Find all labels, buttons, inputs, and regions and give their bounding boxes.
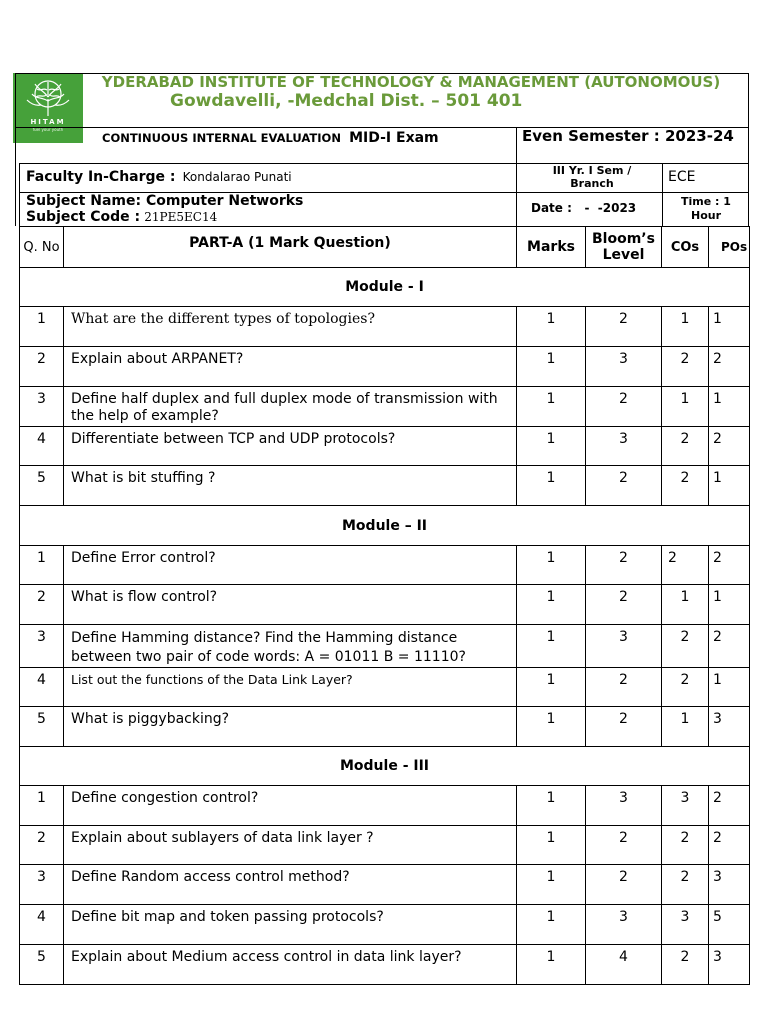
table-row — [20, 546, 750, 585]
question-text: Define bit map and token passing protocols? — [64, 905, 517, 945]
exam-label-small: CONTINUOUS INTERNAL EVALUATION — [102, 131, 341, 145]
po-cell: 3 — [709, 707, 750, 747]
marks-cell: 1 — [517, 585, 586, 625]
table-row — [20, 387, 750, 427]
logo-wordmark: HITAM — [30, 118, 66, 126]
table-row — [20, 826, 750, 865]
po-cell: 2 — [709, 427, 750, 466]
bloom-cell: 3 — [586, 786, 662, 826]
question-text: What are the different types of topologies? — [64, 307, 517, 347]
co-cell: 2 — [662, 865, 709, 905]
marks-cell: 1 — [517, 466, 586, 506]
question-text: Define Error control? — [64, 546, 517, 585]
branch-value: ECE — [668, 169, 696, 185]
divider — [662, 163, 663, 226]
question-number: 5 — [20, 466, 64, 506]
table-row — [20, 427, 750, 466]
po-cell: 1 — [709, 668, 750, 707]
faculty-line — [26, 169, 511, 185]
subject-code-label: Subject Code : — [26, 209, 141, 225]
table-row — [20, 347, 750, 387]
question-number: 4 — [20, 427, 64, 466]
module-heading-row — [20, 747, 750, 786]
question-text: Define Hamming distance? Find the Hamming distance between two pair of code words: A = 01011 B = 11110? — [64, 625, 517, 668]
question-number: 4 — [20, 668, 64, 707]
marks-cell: 1 — [517, 945, 586, 985]
table-row — [20, 865, 750, 905]
co-cell: 2 — [662, 466, 709, 506]
marks-cell: 1 — [517, 826, 586, 865]
marks-cell: 1 — [517, 707, 586, 747]
question-table — [19, 226, 750, 985]
po-cell: 1 — [709, 585, 750, 625]
question-text: Define Random access control method? — [64, 865, 517, 905]
col-part: PART-A (1 Mark Question) — [64, 227, 517, 268]
question-text: What is flow control? — [64, 585, 517, 625]
po-cell: 1 — [709, 466, 750, 506]
bloom-cell: 2 — [586, 466, 662, 506]
question-number: 5 — [20, 707, 64, 747]
question-number: 1 — [20, 786, 64, 826]
marks-cell: 1 — [517, 387, 586, 427]
question-number: 4 — [20, 905, 64, 945]
co-cell: 1 — [662, 307, 709, 347]
table-row — [20, 585, 750, 625]
col-marks: Marks — [517, 227, 586, 268]
bloom-cell: 3 — [586, 347, 662, 387]
divider — [19, 163, 20, 226]
marks-cell: 1 — [517, 427, 586, 466]
question-text: What is bit stuffing ? — [64, 466, 517, 506]
marks-cell: 1 — [517, 786, 586, 826]
bloom-cell: 2 — [586, 707, 662, 747]
marks-cell: 1 — [517, 905, 586, 945]
table-row — [20, 786, 750, 826]
semester-label: Even Semester : 2023-24 — [522, 127, 734, 145]
table-row — [20, 307, 750, 347]
table-row — [20, 945, 750, 985]
module-title: Module – II — [20, 506, 750, 546]
po-cell: 1 — [709, 307, 750, 347]
co-cell: 2 — [662, 668, 709, 707]
question-text: Explain about ARPANET? — [64, 347, 517, 387]
bloom-cell: 3 — [586, 625, 662, 668]
co-cell: 2 — [662, 945, 709, 985]
question-number: 2 — [20, 585, 64, 625]
po-cell: 3 — [709, 865, 750, 905]
bloom-cell: 2 — [586, 546, 662, 585]
marks-cell: 1 — [517, 347, 586, 387]
col-qno: Q. No — [20, 227, 64, 268]
co-cell: 1 — [662, 387, 709, 427]
module-title: Module - I — [20, 268, 750, 307]
co-cell: 3 — [662, 786, 709, 826]
faculty-label: Faculty In-Charge : — [26, 169, 176, 185]
exam-title — [102, 128, 516, 163]
question-number: 3 — [20, 865, 64, 905]
table-header-row — [20, 227, 750, 268]
po-cell: 2 — [709, 786, 750, 826]
po-cell: 5 — [709, 905, 750, 945]
exam-date: Date : - -2023 — [531, 201, 637, 215]
bloom-cell: 2 — [586, 826, 662, 865]
year-branch-label: III Yr. I Sem / Branch — [552, 164, 632, 190]
question-text: List out the functions of the Data Link Layer? — [64, 668, 517, 707]
table-row — [20, 466, 750, 506]
po-cell: 2 — [709, 546, 750, 585]
question-number: 2 — [20, 826, 64, 865]
col-pos: POs — [709, 227, 750, 268]
po-cell: 2 — [709, 347, 750, 387]
bloom-cell: 2 — [586, 387, 662, 427]
faculty-name: Kondalarao Punati — [182, 170, 292, 184]
module-title: Module - III — [20, 747, 750, 786]
question-number: 1 — [20, 546, 64, 585]
bloom-cell: 2 — [586, 307, 662, 347]
bloom-cell: 4 — [586, 945, 662, 985]
co-cell: 2 — [662, 347, 709, 387]
po-cell: 1 — [709, 387, 750, 427]
bloom-cell: 2 — [586, 585, 662, 625]
question-text: Explain about sublayers of data link layer ? — [64, 826, 517, 865]
question-number: 2 — [20, 347, 64, 387]
module-heading-row — [20, 506, 750, 546]
po-cell: 2 — [709, 625, 750, 668]
co-cell: 2 — [662, 826, 709, 865]
question-number: 5 — [20, 945, 64, 985]
exam-time: Time : 1 Hour — [681, 195, 731, 222]
co-cell: 2 — [662, 546, 709, 585]
co-cell: 2 — [662, 427, 709, 466]
table-row — [20, 625, 750, 668]
bloom-cell: 2 — [586, 668, 662, 707]
bloom-cell: 3 — [586, 427, 662, 466]
subject-code-line — [26, 209, 511, 225]
question-text: Define congestion control? — [64, 786, 517, 826]
question-text: Explain about Medium access control in data link layer? — [64, 945, 517, 985]
exam-label-big: MID-I Exam — [349, 130, 439, 146]
po-cell: 2 — [709, 826, 750, 865]
subject-name: Subject Name: Computer Networks — [26, 193, 304, 209]
co-cell: 2 — [662, 625, 709, 668]
bloom-cell: 3 — [586, 905, 662, 945]
question-text: Differentiate between TCP and UDP protocols? — [64, 427, 517, 466]
question-text: What is piggybacking? — [64, 707, 517, 747]
table-row — [20, 668, 750, 707]
logo-tagline: fuel your youth — [32, 127, 64, 132]
subject-code: 21PE5EC14 — [144, 210, 218, 224]
col-cos: COs — [662, 227, 709, 268]
question-number: 1 — [20, 307, 64, 347]
marks-cell: 1 — [517, 307, 586, 347]
question-number: 3 — [20, 625, 64, 668]
co-cell: 3 — [662, 905, 709, 945]
marks-cell: 1 — [517, 625, 586, 668]
marks-cell: 1 — [517, 865, 586, 905]
institute-address: Gowdavelli, -Medchal Dist. – 501 401 — [170, 91, 523, 111]
col-blooms: Bloom’s Level — [586, 227, 662, 268]
bloom-cell: 2 — [586, 865, 662, 905]
divider — [516, 127, 517, 226]
question-number: 3 — [20, 387, 64, 427]
table-row — [20, 905, 750, 945]
po-cell: 3 — [709, 945, 750, 985]
table-row — [20, 707, 750, 747]
institute-name: YDERABAD INSTITUTE OF TECHNOLOGY & MANAGEMENT (AUTONOMOUS) — [101, 73, 721, 91]
co-cell: 1 — [662, 707, 709, 747]
module-heading-row — [20, 268, 750, 307]
marks-cell: 1 — [517, 668, 586, 707]
co-cell: 1 — [662, 585, 709, 625]
question-text: Define half duplex and full duplex mode of transmission with the help of example? — [64, 387, 517, 427]
marks-cell: 1 — [517, 546, 586, 585]
